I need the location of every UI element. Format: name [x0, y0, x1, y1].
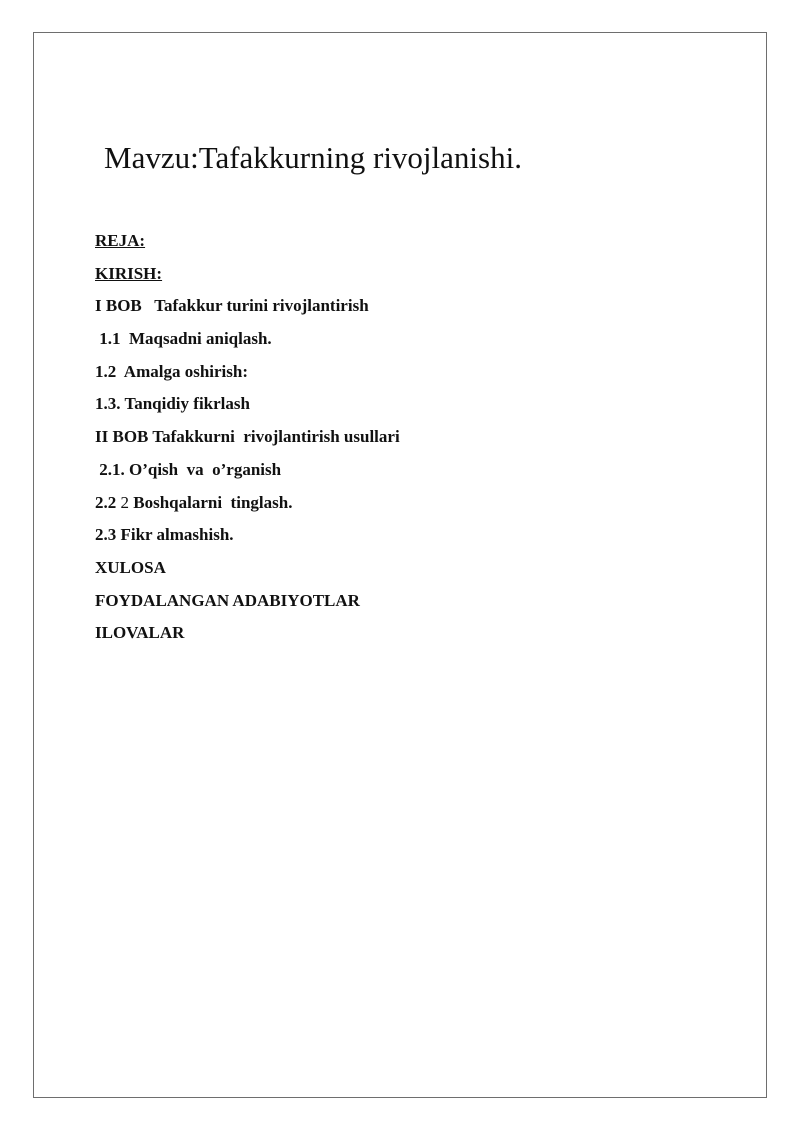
- toc-item-2-2: [95, 491, 400, 524]
- toc-item-2-2-extra-digit: 2: [120, 492, 129, 512]
- document-title: Mavzu:Tafakkurning rivojlanishi.: [104, 140, 522, 175]
- toc-item-1-1: 1.1 Maqsadni aniqlash.: [95, 329, 272, 349]
- toc-item-ilovalar: ILOVALAR: [95, 623, 185, 643]
- table-of-contents: [95, 229, 400, 654]
- toc-item-2-2-text: Boshqalarni tinglash.: [129, 492, 293, 512]
- toc-item-bob-1: I BOB Tafakkur turini rivojlantirish: [95, 296, 369, 316]
- toc-item-bob-2: II BOB Tafakkurni rivojlantirish usullari: [95, 427, 400, 447]
- toc-item-1-2: 1.2 Amalga oshirish:: [95, 361, 249, 381]
- toc-item-2-1: 2.1. O’qish va o’rganish: [95, 459, 282, 479]
- toc-item-adabiyotlar: FOYDALANGAN ADABIYOTLAR: [95, 590, 360, 610]
- toc-item-2-2-prefix: 2.2: [95, 492, 121, 512]
- toc-item-xulosa: XULOSA: [95, 557, 166, 577]
- toc-item-kirish: KIRISH:: [95, 263, 163, 283]
- toc-item-1-3: 1.3. Tanqidiy fikrlash: [95, 394, 250, 414]
- toc-item-reja: REJA:: [95, 231, 146, 250]
- toc-item-2-3: 2.3 Fikr almashish.: [95, 525, 234, 545]
